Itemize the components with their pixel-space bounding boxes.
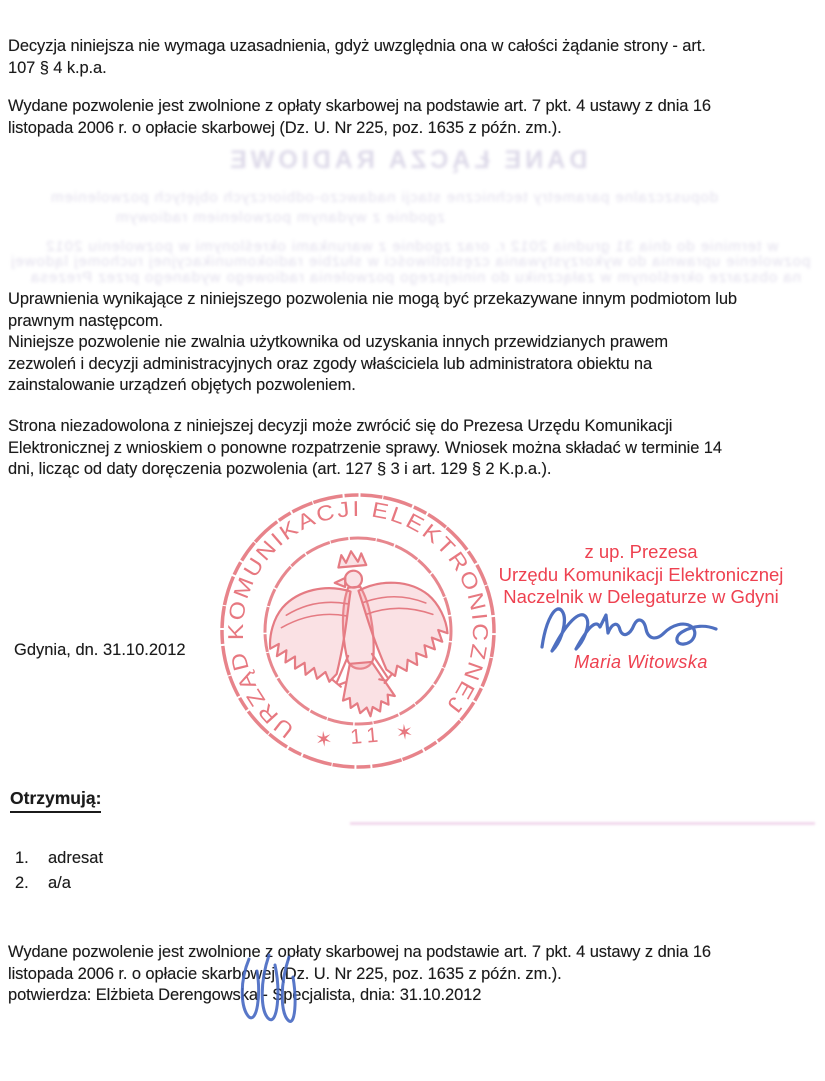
official-round-stamp bbox=[204, 477, 512, 785]
text-line: Elektronicznej z wnioskiem o ponowne rozpatrzenie sprawy. Wniosek można składać w terminie 14 bbox=[8, 438, 722, 457]
list-label: a/a bbox=[48, 874, 71, 892]
bleedthrough-line: zgodnie z wydanym pozwoleniem radiowym bbox=[115, 209, 445, 226]
fold-line-artifact bbox=[350, 822, 815, 825]
text-line: 107 § 4 k.p.a. bbox=[8, 58, 107, 77]
text-line: Niniejsze pozwolenie nie zwalnia użytkownika od uzyskania innych przewidzianych prawem bbox=[8, 333, 668, 351]
text-line: dni, licząc od daty doręczenia pozwolenia (art. 127 § 3 i art. 129 § 2 K.p.a.). bbox=[8, 460, 552, 478]
handwritten-signature bbox=[536, 597, 731, 659]
text-line: zezwoleń i decyzji administracyjnych oraz zgody właściciela lub administratora obiektu na bbox=[8, 354, 653, 373]
text-line: zainstalowanie urządzeń objętych pozwoleniem. bbox=[8, 376, 356, 394]
stamp-ring-text: URZĄD KOMUNIKACJI ELEKTRONICZNEJ bbox=[223, 496, 493, 743]
list-label: adresat bbox=[48, 849, 104, 867]
bleedthrough-line: pozwolenie uprawnia do wykorzystywania częstotliwości w służbie radiokomunikacyjnej ruchomej lądowej bbox=[10, 253, 811, 270]
bleedthrough-line: w terminie do dnia 31 grudnia 2012 r. oraz zgodnie z warunkami określonymi w pozwoleniu 2012 bbox=[45, 238, 779, 255]
text-line: listopada 2006 r. o opłacie skarbowej (Dz. U. Nr 225, poz. 1635 z późn. zm.). bbox=[8, 964, 562, 983]
place-date: Gdynia, dn. 31.10.2012 bbox=[14, 641, 186, 659]
text-line: Wydane pozwolenie jest zwolnione z opłaty skarbowej na podstawie art. 7 pkt. 4 ustawy z dnia 16 bbox=[8, 943, 711, 961]
text-line: Wydane pozwolenie jest zwolnione z opłaty skarbowej na podstawie art. 7 pkt. 4 ustawy z dnia 16 bbox=[8, 97, 711, 115]
signature-title-line: z up. Prezesa bbox=[584, 541, 698, 562]
text-line: potwierdza: Elżbieta Derengowska - Specjalista, dnia: 31.10.2012 bbox=[8, 986, 482, 1004]
text-line: Uprawnienia wynikające z niniejszego pozwolenia nie mogą być przekazywane innym podmiotom lub bbox=[8, 290, 738, 308]
footer-confirmation bbox=[8, 942, 711, 1007]
handwritten-initials bbox=[235, 947, 315, 1032]
recipients-heading: Otrzymują: bbox=[10, 788, 101, 813]
list-item bbox=[15, 874, 71, 893]
paragraph-appeal-instructions bbox=[8, 416, 722, 481]
paragraph-rights-transfer bbox=[8, 289, 737, 397]
bleedthrough-line: dopuszczalne parametry techniczne stacji nadawczo-odbiorczych objętych pozwoleniem bbox=[50, 189, 719, 206]
text-line: prawnym następcom. bbox=[8, 311, 164, 330]
signature-title-line: Urzędu Komunikacji Elektronicznej bbox=[498, 563, 784, 585]
list-item bbox=[15, 849, 103, 868]
paragraph-fee-exemption bbox=[8, 96, 711, 139]
text-line: Strona niezadowolona z niniejszej decyzji może zwrócić się do Prezesa Urzędu Komunikacji bbox=[8, 417, 673, 435]
text-line: listopada 2006 r. o opłacie skarbowej (Dz. U. Nr 225, poz. 1635 z późn. zm.). bbox=[8, 118, 562, 137]
signature-title-line: Naczelnik w Delegaturze w Gdyni bbox=[503, 586, 779, 607]
list-number: 2. bbox=[15, 874, 29, 892]
paragraph-decision-basis bbox=[8, 36, 706, 79]
text-line: Decyzja niniejsza nie wymaga uzasadnienia, gdyż uwzględnia ona w całości żądanie strony - art. bbox=[8, 37, 706, 55]
stamp-number: ✶ 11 ✶ bbox=[314, 720, 421, 753]
signer-name: Maria Witowska bbox=[574, 652, 708, 672]
bleedthrough-heading: DANE ŁĄCZA RADIOWE bbox=[226, 146, 588, 174]
bleedthrough-line: na obszarze określonym w załączniku do niniejszego pozwolenia radiowego wydanego przez Prezesa bbox=[30, 269, 802, 286]
list-number: 1. bbox=[15, 849, 29, 867]
